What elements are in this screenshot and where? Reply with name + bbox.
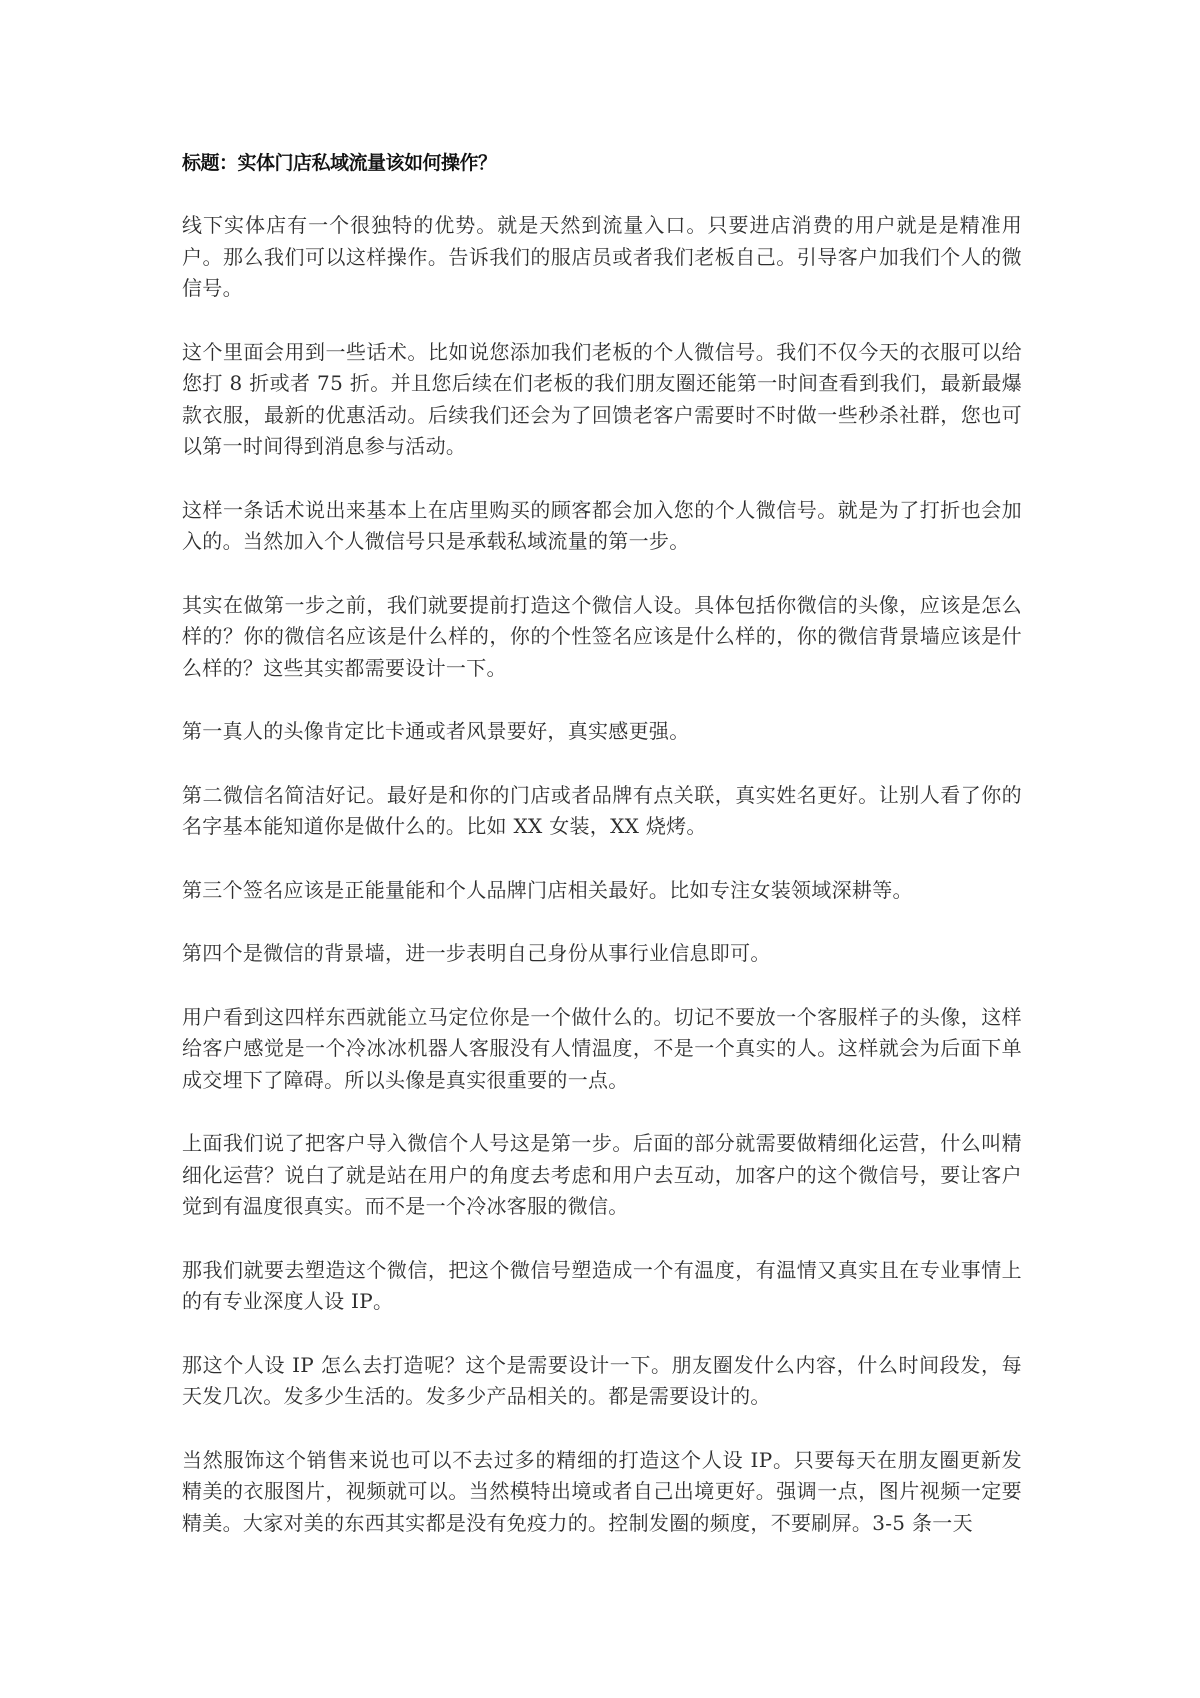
paragraph-9: 用户看到这四样东西就能立马定位你是一个做什么的。切记不要放一个客服样子的头像，这样给客户感觉是一个冷冰冰机器人客服没有人情温度，不是一个真实的人。这样就会为后面下单成交埋下了障碍。所以头像是真实很重要的一点。 bbox=[182, 1004, 1022, 1092]
paragraph-3: 这样一条话术说出来基本上在店里购买的顾客都会加入您的个人微信号。就是为了打折也会加入的。当然加入个人微信号只是承载私域流量的第一步。 bbox=[182, 497, 1022, 553]
paragraph-7: 第三个签名应该是正能量能和个人品牌门店相关最好。比如专注女装领域深耕等。 bbox=[182, 877, 913, 902]
document-title: 标题：实体门店私域流量该如何操作？ bbox=[182, 152, 497, 174]
paragraph-1: 线下实体店有一个很独特的优势。就是天然到流量入口。只要进店消费的用户就是是精准用户。那么我们可以这样操作。告诉我们的服店员或者我们老板自己。引导客户加我们个人的微信号。 bbox=[182, 213, 1022, 300]
paragraph-5: 第一真人的头像肯定比卡通或者风景要好，真实感更强。 bbox=[182, 719, 690, 743]
document-page bbox=[182, 148, 1022, 1571]
paragraph-4: 其实在做第一步之前，我们就要提前打造这个微信人设。具体包括你微信的头像，应该是怎么样的？你的微信名应该是什么样的，你的个性签名应该是什么样的，你的微信背景墙应该是什么样的？这些其实都需要设计一下。 bbox=[182, 592, 1022, 680]
paragraph-12: 那这个人设 IP 怎么去打造呢？这个是需要设计一下。朋友圈发什么内容，什么时间段发，每天发几次。发多少生活的。发多少产品相关的。都是需要设计的。 bbox=[182, 1352, 1022, 1408]
paragraph-2: 这个里面会用到一些话术。比如说您添加我们老板的个人微信号。我们不仅今天的衣服可以给您打 8 折或者 75 折。并且您后续在们老板的我们朋友圈还能第一时间查看到我们，最新最爆款衣服，最新的优惠活动。后续我们还会为了回馈老客户需要时不时做一些秒杀社群，您也可以第一时间得到消息参与活动。 bbox=[182, 339, 1022, 458]
paragraph-10: 上面我们说了把客户导入微信个人号这是第一步。后面的部分就需要做精细化运营，什么叫精细化运营？说白了就是站在用户的角度去考虑和用户去互动，加客户的这个微信号，要让客户觉到有温度很真实。而不是一个冷冰客服的微信。 bbox=[182, 1131, 1022, 1218]
paragraph-6: 第二微信名简洁好记。最好是和你的门店或者品牌有点关联，真实姓名更好。让别人看了你的名字基本能知道你是做什么的。比如 XX 女装，XX 烧烤。 bbox=[182, 782, 1022, 838]
paragraph-8: 第四个是微信的背景墙，进一步表明自己身份从事行业信息即可。 bbox=[182, 941, 771, 965]
paragraph-13: 当然服饰这个销售来说也可以不去过多的精细的打造这个人设 IP。只要每天在朋友圈更新发精美的衣服图片，视频就可以。当然模特出境或者自己出境更好。强调一点，图片视频一定要精美。大家对美的东西其实都是没有免疫力的。控制发圈的频度，不要刷屏。3-5 条一天 bbox=[182, 1447, 1022, 1535]
paragraph-11: 那我们就要去塑造这个微信，把这个微信号塑造成一个有温度，有温情又真实且在专业事情上的有专业深度人设 IP。 bbox=[182, 1257, 1022, 1313]
